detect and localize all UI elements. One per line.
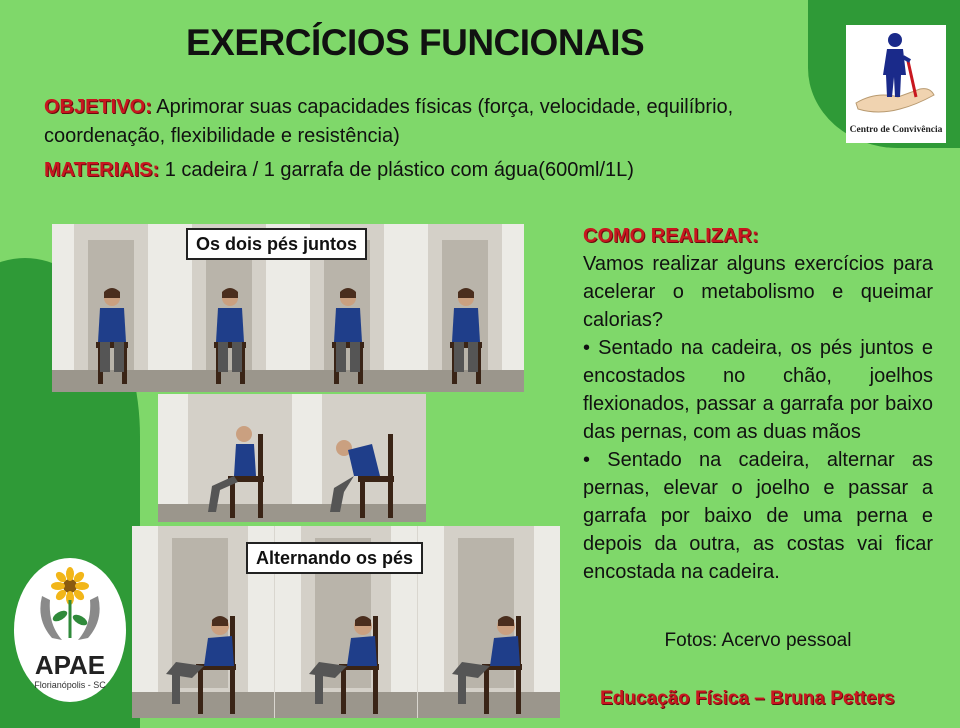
centro-convivencia-logo — [846, 25, 946, 143]
apae-logo — [12, 556, 128, 704]
materiais-line — [44, 155, 634, 185]
apae-name: APAE — [34, 650, 106, 680]
photo-credit: Fotos: Acervo pessoal — [664, 630, 852, 651]
photo-strip-feet-together-2 — [158, 394, 426, 522]
apae-city: Florianópolis - SC — [34, 680, 106, 690]
como-intro: Vamos realizar alguns exercícios para acelerar o metabolismo e queimar calorias? — [583, 253, 933, 331]
objetivo-text-1: Aprimorar suas capacidades físicas (força, velocidade, equilíbrio, — [156, 96, 734, 118]
como-step-2: • Sentado na cadeira, alternar as pernas, elevar o joelho e passar a garrafa por baixo de uma perna e depois da outra, as costas vai ficar encostada na cadeira. — [583, 449, 933, 583]
objetivo-line1 — [44, 92, 733, 122]
materiais-text: 1 cadeira / 1 garrafa de plástico com água(600ml/1L) — [164, 159, 634, 181]
objetivo-line2: coordenação, flexibilidade e resistência) — [44, 125, 400, 147]
centro-convivencia-caption: Centro de Convivência — [849, 125, 943, 135]
objetivo-label: OBJETIVO: — [44, 96, 152, 118]
footer-author: Educação Física – Bruna Petters — [600, 688, 895, 709]
como-realizar-section — [583, 222, 933, 586]
label-alternating: Alternando os pés — [246, 542, 423, 574]
materiais-label: MATERIAIS: — [44, 159, 160, 181]
elderly-person-hand-icon — [846, 25, 946, 125]
como-step-1: • Sentado na cadeira, os pés juntos e encostados no chão, joelhos flexionados, passar a garrafa por baixo das pernas, com as duas mãos — [583, 337, 933, 443]
page-title: EXERCÍCIOS FUNCIONAIS — [186, 22, 645, 63]
como-realizar-heading: COMO REALIZAR: — [583, 225, 759, 247]
label-feet-together: Os dois pés juntos — [186, 228, 367, 260]
